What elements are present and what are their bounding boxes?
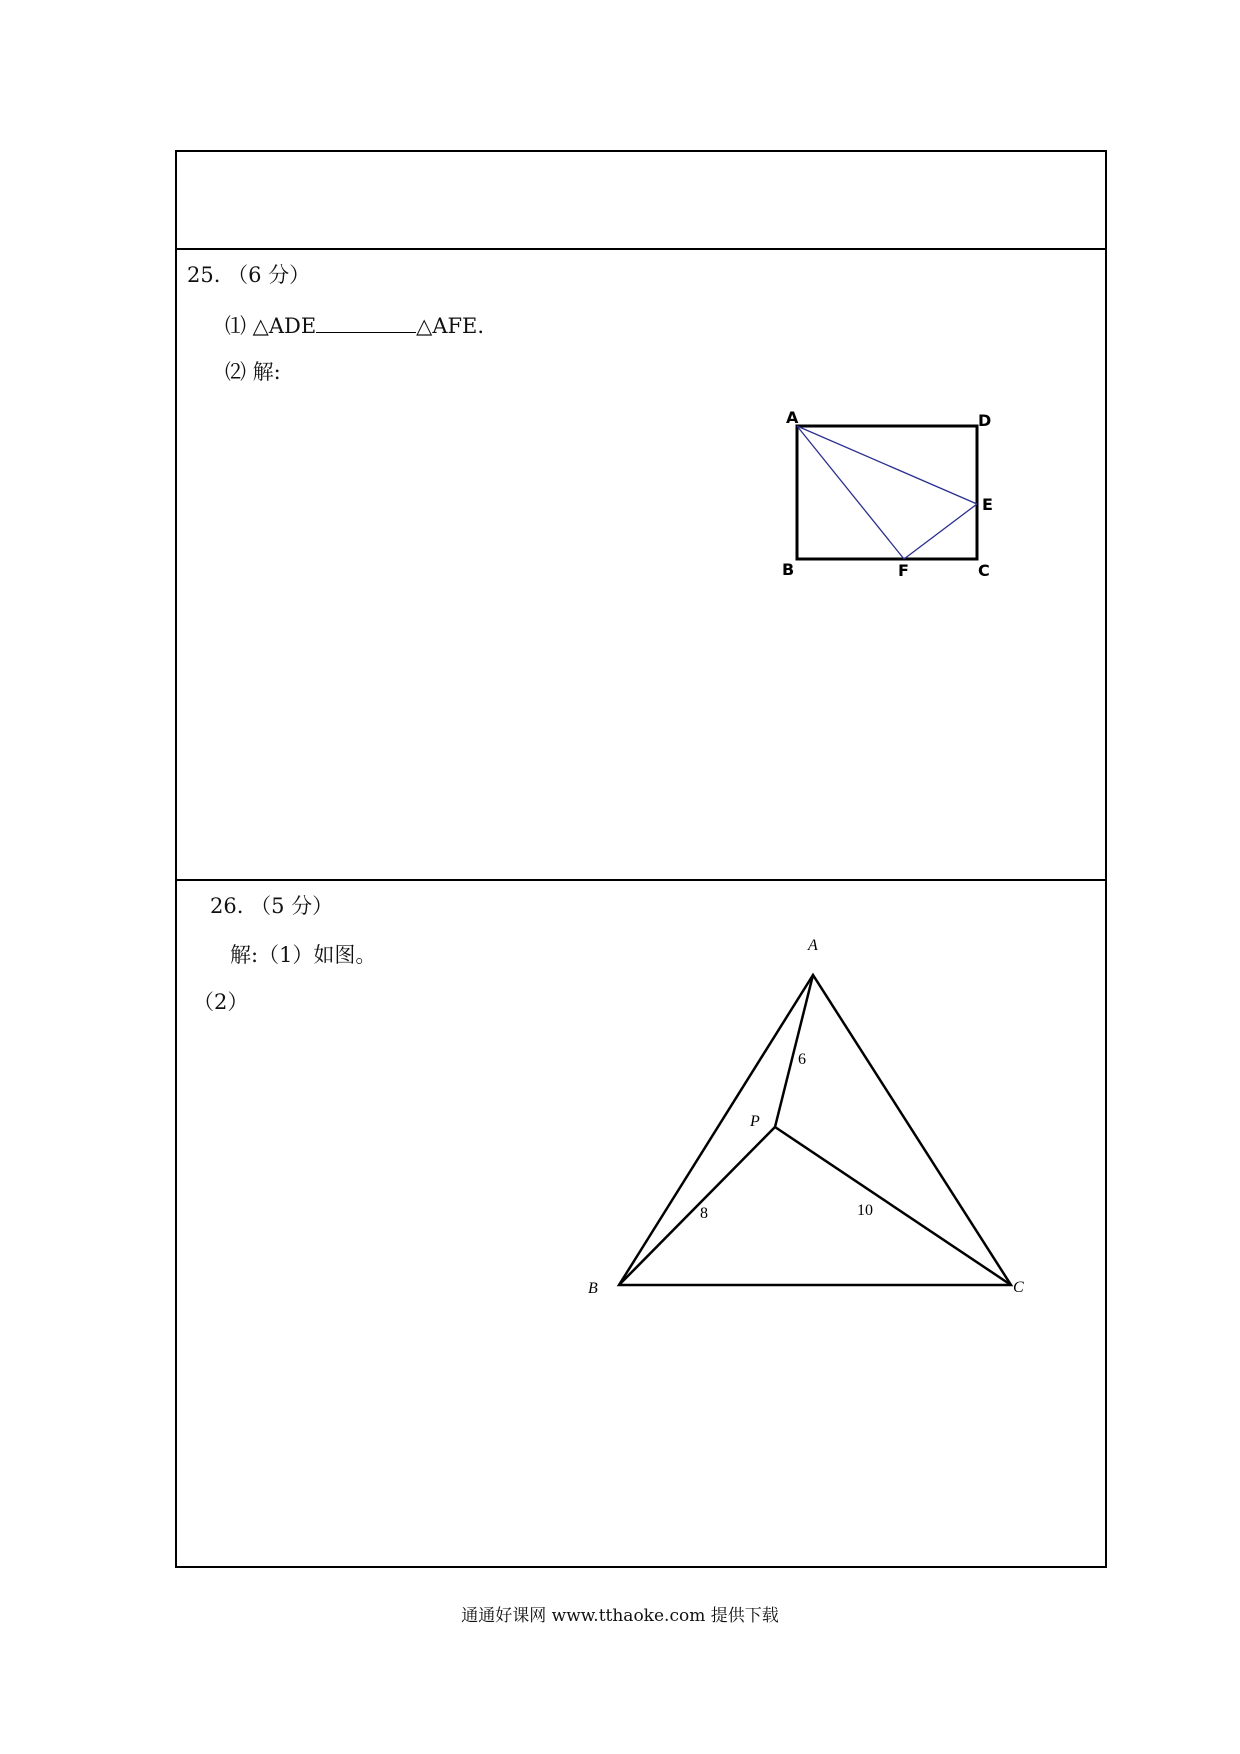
label-b: B	[782, 560, 795, 579]
q25-part1-suffix: △AFE.	[416, 314, 485, 338]
segment-pb	[619, 1127, 775, 1285]
length-pb: 8	[700, 1205, 708, 1222]
label-p: P	[750, 1113, 760, 1130]
label-a: A	[808, 937, 818, 954]
label-a: A	[786, 408, 799, 427]
q26-line2: （2）	[193, 990, 249, 1014]
q26-line1: 解:（1）如图。	[230, 943, 377, 967]
q26-heading: 26. （5 分）	[210, 894, 334, 918]
label-e: E	[982, 495, 993, 514]
length-pc: 10	[857, 1202, 873, 1219]
footer-text: 通通好课网 www.tthaoke.com 提供下载	[461, 1606, 779, 1626]
label-c: C	[978, 561, 990, 580]
q25-heading: 25. （6 分）	[187, 263, 311, 287]
q25-part2: ⑵ 解:	[225, 360, 281, 384]
segment-pc	[775, 1127, 1011, 1285]
label-f: F	[898, 561, 909, 580]
length-pa: 6	[798, 1051, 806, 1068]
q25-part1-prefix: ⑴ △ADE	[225, 314, 317, 338]
label-d: D	[978, 411, 992, 430]
label-c: C	[1013, 1279, 1024, 1296]
triangle-abc	[619, 975, 1011, 1285]
segment-pa	[775, 975, 813, 1127]
label-b: B	[588, 1280, 598, 1297]
